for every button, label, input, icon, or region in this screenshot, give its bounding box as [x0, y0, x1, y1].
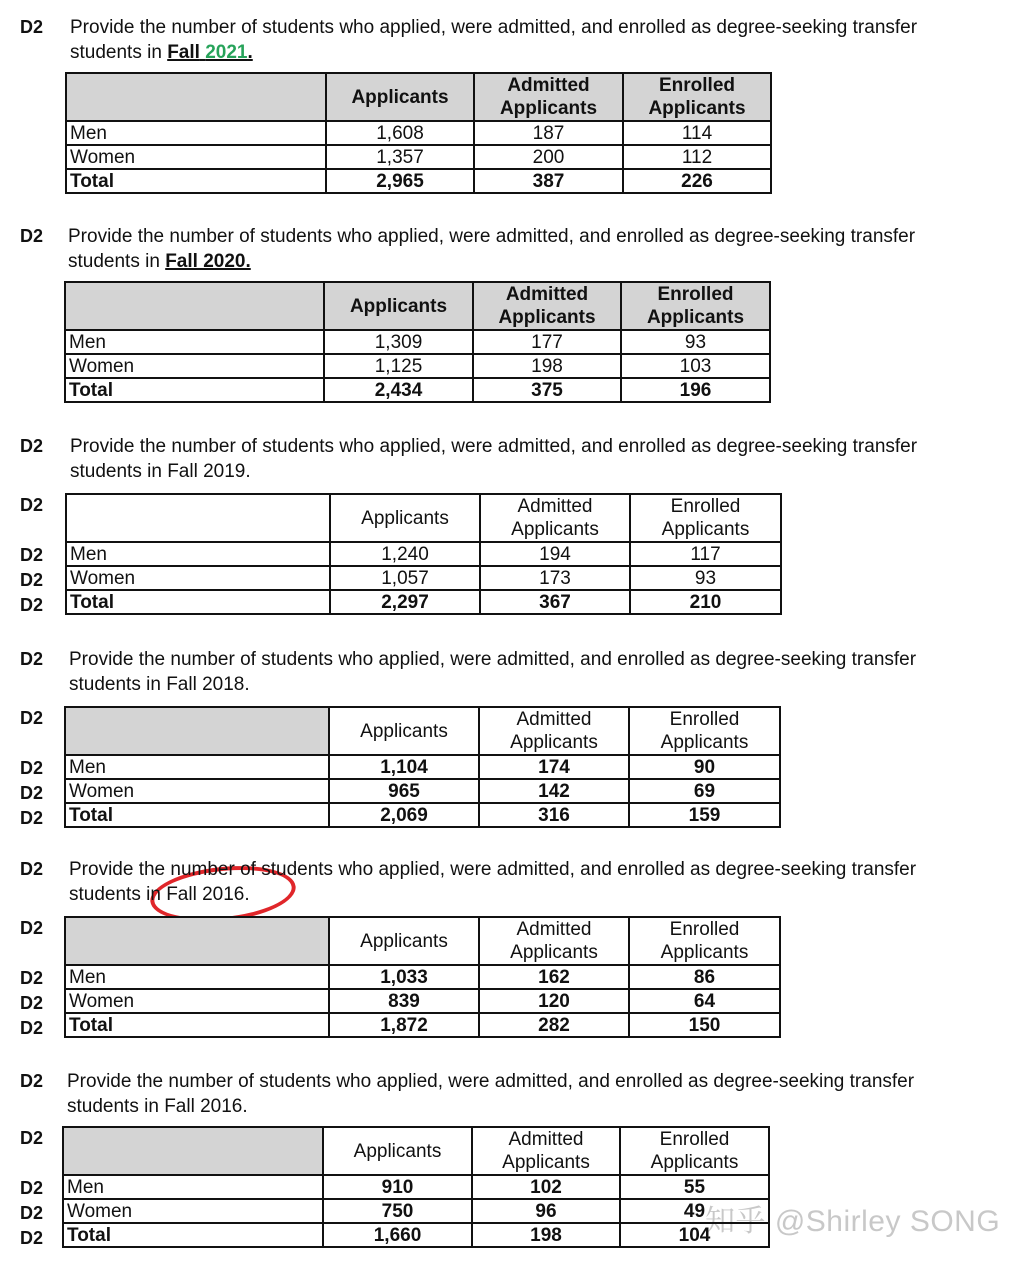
term-year: 2021: [205, 41, 248, 63]
row-code: D2: [20, 708, 44, 728]
column-header-enrolled-applicants: Enrolled Applicants: [620, 1127, 769, 1175]
term-label: [167, 42, 253, 63]
column-header-enrolled-applicants: Enrolled Applicants: [623, 73, 771, 121]
row-code: D2: [20, 495, 44, 515]
row-label-men: Men: [63, 1175, 323, 1199]
cell-women-admitted: 142: [479, 779, 629, 803]
cell-total-admitted: 282: [479, 1013, 629, 1037]
cell-women-admitted: 198: [473, 354, 621, 378]
cell-total-admitted: 367: [480, 590, 630, 614]
question-line1: Provide the number of students who applied, were admitted, and enrolled as degree-seeking transfer: [69, 859, 917, 880]
row-label-men: Men: [65, 965, 329, 989]
cell-total-enrolled: 196: [621, 378, 770, 402]
term-label: Fall 2020.: [165, 250, 251, 272]
data-table: [65, 72, 772, 194]
question-line2-prefix: students in: [69, 883, 161, 905]
table-row: [66, 566, 781, 590]
row-label-women: Women: [66, 566, 330, 590]
cell-women-applicants: 750: [323, 1199, 472, 1223]
data-table: [64, 706, 781, 828]
row-label-total: Total: [65, 378, 324, 402]
row-code: D2: [20, 1203, 44, 1223]
cell-men-admitted: 194: [480, 542, 630, 566]
cell-total-enrolled: 150: [629, 1013, 780, 1037]
row-label-women: Women: [66, 145, 326, 169]
row-code: D2: [20, 595, 44, 615]
section-code: D2: [20, 226, 44, 246]
column-header-applicants: Applicants: [324, 282, 473, 330]
row-label-men: Men: [65, 755, 329, 779]
cell-men-enrolled: 86: [629, 965, 780, 989]
data-table: [65, 493, 782, 615]
question-text: [70, 16, 917, 65]
column-header-admitted-applicants: Admitted Applicants: [479, 917, 629, 965]
cell-total-admitted: 198: [472, 1223, 620, 1247]
table-row: [65, 378, 770, 402]
cell-women-admitted: 96: [472, 1199, 620, 1223]
header-row: [65, 707, 780, 755]
cell-total-applicants: 2,069: [329, 803, 479, 827]
term: Fall: [167, 41, 200, 63]
row-code: D2: [20, 1018, 44, 1038]
cell-men-enrolled: 55: [620, 1175, 769, 1199]
row-label-total: Total: [63, 1223, 323, 1247]
row-label-total: Total: [65, 803, 329, 827]
row-code: D2: [20, 758, 44, 778]
table-row: [66, 590, 781, 614]
question-line1: Provide the number of students who applied, were admitted, and enrolled as degree-seeking transfer: [69, 649, 917, 670]
cell-total-enrolled: 159: [629, 803, 780, 827]
question-line2-prefix: students in: [69, 673, 161, 695]
cell-total-applicants: 1,872: [329, 1013, 479, 1037]
header-blank-cell: [66, 494, 330, 542]
column-header-applicants: Applicants: [323, 1127, 472, 1175]
row-code: D2: [20, 545, 44, 565]
cell-total-applicants: 2,965: [326, 169, 474, 193]
cell-total-enrolled: 104: [620, 1223, 769, 1247]
cell-women-enrolled: 49: [620, 1199, 769, 1223]
cell-total-admitted: 387: [474, 169, 623, 193]
header-row: [63, 1127, 769, 1175]
row-code: D2: [20, 1228, 44, 1248]
table-row: [65, 803, 780, 827]
cell-men-enrolled: 90: [629, 755, 780, 779]
question-text: [67, 1070, 914, 1119]
cell-men-admitted: 177: [473, 330, 621, 354]
cell-women-applicants: 1,057: [330, 566, 480, 590]
question-text: [69, 648, 916, 697]
table-row: [65, 989, 780, 1013]
cell-total-applicants: 2,297: [330, 590, 480, 614]
question-text: [68, 225, 915, 274]
cell-women-admitted: 200: [474, 145, 623, 169]
column-header-enrolled-applicants: Enrolled Applicants: [629, 917, 780, 965]
row-code: D2: [20, 570, 44, 590]
term-label: Fall 2018.: [166, 673, 250, 695]
cell-men-enrolled: 117: [630, 542, 781, 566]
header-blank-cell: [65, 917, 329, 965]
header-row: [66, 494, 781, 542]
table-row: [66, 121, 771, 145]
header-blank-cell: [65, 707, 329, 755]
row-code: D2: [20, 1128, 44, 1148]
row-label-total: Total: [66, 590, 330, 614]
cell-men-admitted: 174: [479, 755, 629, 779]
row-label-men: Men: [66, 121, 326, 145]
table-row: [66, 169, 771, 193]
column-header-admitted-applicants: Admitted Applicants: [480, 494, 630, 542]
cell-women-enrolled: 64: [629, 989, 780, 1013]
row-code: D2: [20, 968, 44, 988]
column-header-applicants: Applicants: [326, 73, 474, 121]
row-code: D2: [20, 993, 44, 1013]
term-label: Fall 2019.: [167, 460, 251, 482]
table-row: [63, 1199, 769, 1223]
cell-women-enrolled: 112: [623, 145, 771, 169]
cell-women-enrolled: 93: [630, 566, 781, 590]
question-text: [70, 435, 917, 484]
section-code: D2: [20, 649, 44, 669]
column-header-applicants: Applicants: [329, 917, 479, 965]
section-code: D2: [20, 436, 44, 456]
question-line2-prefix: students in: [68, 250, 160, 272]
row-label-total: Total: [65, 1013, 329, 1037]
row-code: D2: [20, 918, 44, 938]
term-suffix: .: [247, 41, 253, 63]
column-header-enrolled-applicants: Enrolled Applicants: [630, 494, 781, 542]
header-row: [65, 282, 770, 330]
term-label: Fall 2016.: [166, 883, 250, 905]
cell-total-enrolled: 210: [630, 590, 781, 614]
column-header-admitted-applicants: Admitted Applicants: [479, 707, 629, 755]
cell-men-applicants: 1,608: [326, 121, 474, 145]
column-header-enrolled-applicants: Enrolled Applicants: [621, 282, 770, 330]
column-header-admitted-applicants: Admitted Applicants: [474, 73, 623, 121]
table-row: [66, 145, 771, 169]
column-header-admitted-applicants: Admitted Applicants: [472, 1127, 620, 1175]
cell-women-applicants: 839: [329, 989, 479, 1013]
cell-men-applicants: 1,240: [330, 542, 480, 566]
cell-men-enrolled: 93: [621, 330, 770, 354]
cell-men-enrolled: 114: [623, 121, 771, 145]
data-table: [64, 281, 771, 403]
row-code: D2: [20, 783, 44, 803]
cell-total-applicants: 1,660: [323, 1223, 472, 1247]
cell-women-applicants: 1,357: [326, 145, 474, 169]
table-row: [65, 330, 770, 354]
cell-men-admitted: 187: [474, 121, 623, 145]
row-label-women: Women: [63, 1199, 323, 1223]
cell-women-enrolled: 69: [629, 779, 780, 803]
cell-men-applicants: 1,033: [329, 965, 479, 989]
row-label-total: Total: [66, 169, 326, 193]
cell-men-admitted: 102: [472, 1175, 620, 1199]
row-label-women: Women: [65, 779, 329, 803]
header-blank-cell: [63, 1127, 323, 1175]
header-blank-cell: [65, 282, 324, 330]
section-code: D2: [20, 1071, 44, 1091]
watermark: 知乎 @Shirley SONG: [705, 1205, 1001, 1238]
question-line2-prefix: students in: [70, 41, 162, 63]
row-label-women: Women: [65, 989, 329, 1013]
row-label-women: Women: [65, 354, 324, 378]
cell-total-enrolled: 226: [623, 169, 771, 193]
row-code: D2: [20, 808, 44, 828]
table-row: [65, 779, 780, 803]
header-blank-cell: [66, 73, 326, 121]
cell-men-admitted: 162: [479, 965, 629, 989]
section-code: D2: [20, 859, 44, 879]
table-row: [63, 1223, 769, 1247]
column-header-enrolled-applicants: Enrolled Applicants: [629, 707, 780, 755]
table-row: [65, 354, 770, 378]
term-label: Fall 2016.: [164, 1095, 248, 1117]
question-line2-prefix: students in: [67, 1095, 159, 1117]
header-row: [65, 917, 780, 965]
cell-women-enrolled: 103: [621, 354, 770, 378]
question-line1: Provide the number of students who applied, were admitted, and enrolled as degree-seeking transfer: [70, 436, 918, 457]
column-header-applicants: Applicants: [330, 494, 480, 542]
question-line1: Provide the number of students who applied, were admitted, and enrolled as degree-seeking transfer: [70, 17, 918, 38]
question-text: [69, 858, 916, 907]
row-label-men: Men: [66, 542, 330, 566]
cell-total-admitted: 375: [473, 378, 621, 402]
header-row: [66, 73, 771, 121]
column-header-applicants: Applicants: [329, 707, 479, 755]
table-row: [65, 965, 780, 989]
section-code: D2: [20, 17, 44, 37]
cell-total-applicants: 2,434: [324, 378, 473, 402]
cell-total-admitted: 316: [479, 803, 629, 827]
question-line2-prefix: students in: [70, 460, 162, 482]
cell-women-admitted: 120: [479, 989, 629, 1013]
data-table: [64, 916, 781, 1038]
question-line1: Provide the number of students who applied, were admitted, and enrolled as degree-seeking transfer: [67, 1071, 915, 1092]
table-row: [66, 542, 781, 566]
question-line1: Provide the number of students who applied, were admitted, and enrolled as degree-seeking transfer: [68, 226, 916, 247]
cell-women-applicants: 965: [329, 779, 479, 803]
cell-women-applicants: 1,125: [324, 354, 473, 378]
table-row: [63, 1175, 769, 1199]
row-code: D2: [20, 1178, 44, 1198]
table-row: [65, 755, 780, 779]
data-table: [62, 1126, 770, 1248]
cell-women-admitted: 173: [480, 566, 630, 590]
table-row: [65, 1013, 780, 1037]
column-header-admitted-applicants: Admitted Applicants: [473, 282, 621, 330]
row-label-men: Men: [65, 330, 324, 354]
cell-men-applicants: 910: [323, 1175, 472, 1199]
cell-men-applicants: 1,309: [324, 330, 473, 354]
cell-men-applicants: 1,104: [329, 755, 479, 779]
